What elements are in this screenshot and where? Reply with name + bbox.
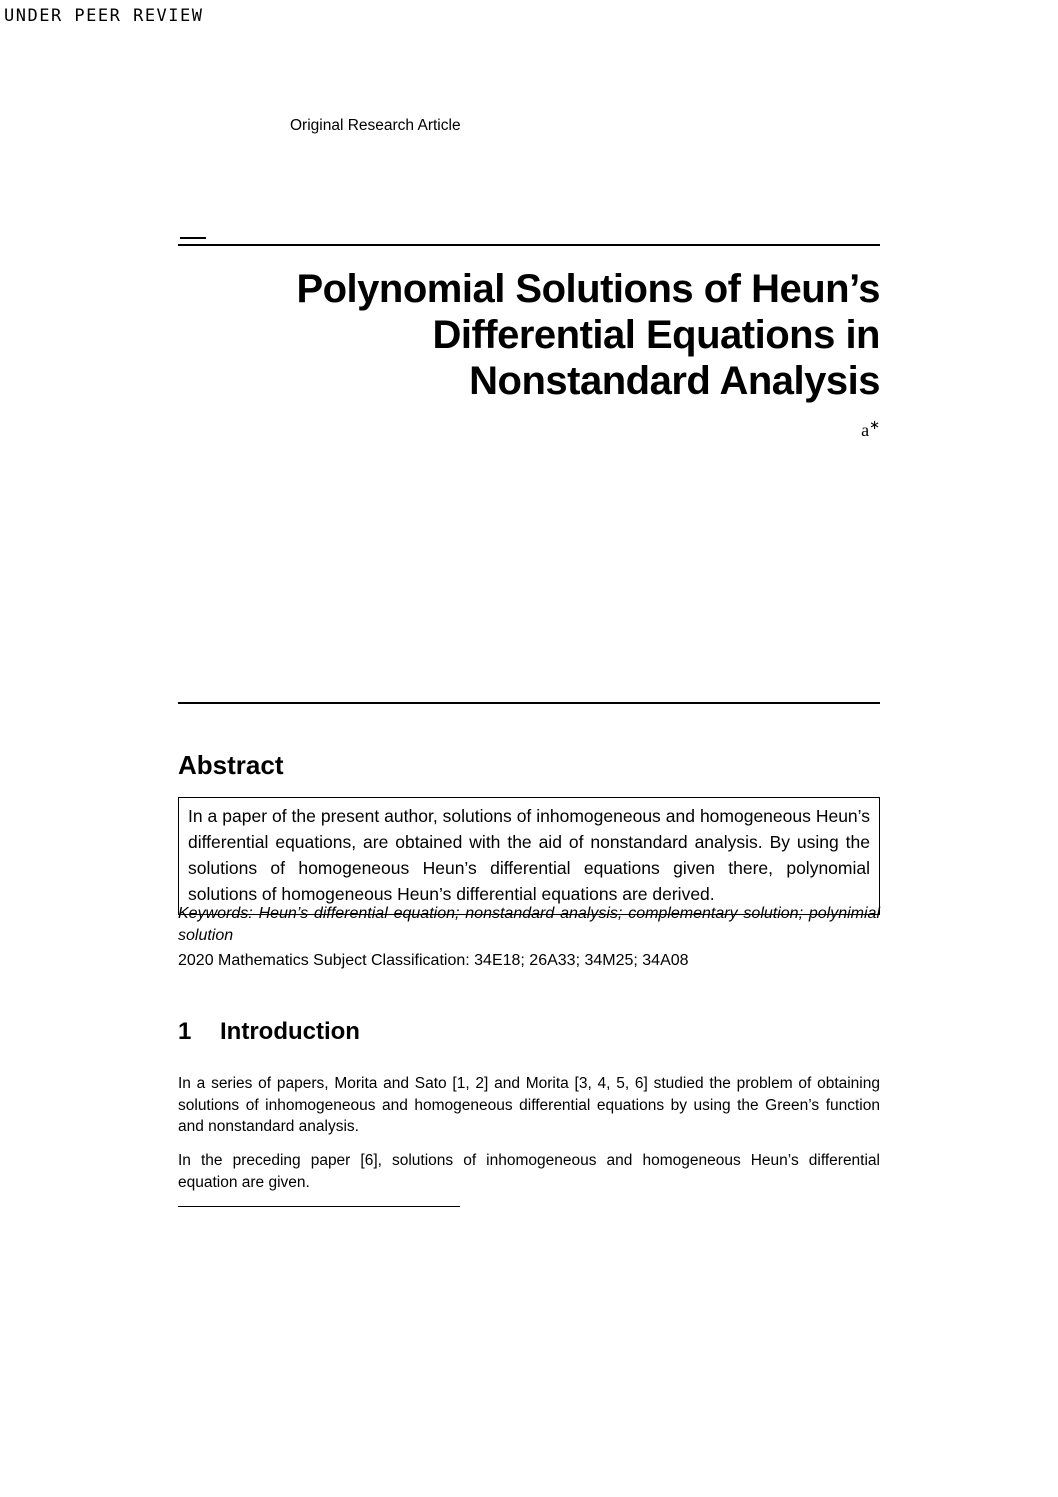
section-heading-introduction [178,1018,880,1046]
footnote-rule [178,1206,460,1207]
article-type-label: Original Research Article [290,117,461,134]
msc-line: 2020 Mathematics Subject Classification: 34E18; 26A33; 34M25; 34A08 [178,952,689,969]
paper-title-line3: Nonstandard Analysis [469,359,880,403]
title-rule-bottom [178,702,880,704]
abstract-heading: Abstract [178,750,284,780]
section-title: Introduction [220,1018,360,1045]
keywords-text: Heun’s differential equation; nonstandard analysis; complementary solution; polynimial solution [178,905,881,944]
keywords-line [178,903,880,947]
title-rule-tick [180,237,206,239]
title-rule-top [178,244,880,246]
section-number: 1 [178,1018,192,1045]
paper-title-line2: Differential Equations in [432,313,880,357]
introduction-paragraph-2: In the preceding paper [6], solutions of inhomogeneous and homogeneous Heun’s differential equation are given. [178,1152,880,1191]
author-affiliation-mark: ∗ [869,417,880,432]
paper-title [178,266,880,404]
author-line [178,417,880,441]
abstract-body: In a paper of the present author, solutions of inhomogeneous and homogeneous Heun’s differential equations, are obtained with the aid of nonstandard analysis. By using the solutions of homogeneous Heun’s differential equations given there, polynomial solutions of homogeneous Heun’s differential equations are derived. [178,797,880,915]
author-name: a [861,420,870,440]
keywords-label: Keywords: [178,905,253,922]
peer-review-banner: UNDER PEER REVIEW [4,6,204,26]
introduction-paragraph-1: In a series of papers, Morita and Sato [1, 2] and Morita [3, 4, 5, 6] studied the problem of obtaining solutions of inhomogeneous and homogeneous differential equations by using the Green’s function and nonstandard analysis. [178,1075,880,1135]
paper-title-line1: Polynomial Solutions of Heun’s [296,267,880,311]
